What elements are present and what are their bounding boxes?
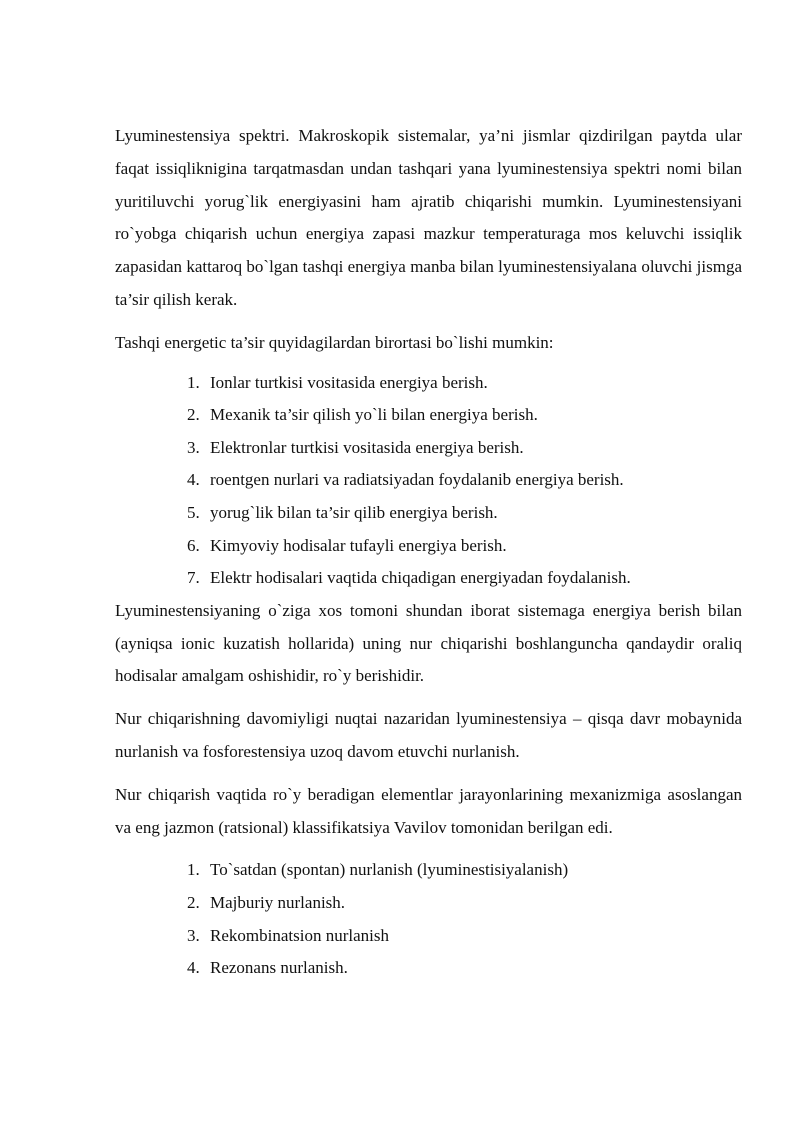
energy-sources-list	[187, 367, 742, 595]
list-item	[187, 399, 742, 432]
list-item-text: Kimyoviy hodisalar tufayli energiya berish.	[210, 535, 507, 555]
list-item	[187, 367, 742, 400]
list-item-text: Mexanik ta’sir qilish yo`li bilan energiya berish.	[210, 405, 538, 425]
paragraph-vavilov-classification: Nur chiqarish vaqtida ro`y beradigan elementlar jarayonlarining mexanizmiga asoslangan va eng jazmon (ratsional) klassifikatsiya Vavilov tomonidan berilgan edi.	[115, 784, 742, 837]
paragraph-duration: Nur chiqarishning davomiyligi nuqtai nazaridan lyuminestensiya – qisqa davr mobaynida nurlanish va fosforestensiya uzoq davom etuvchi nurlanish.	[115, 709, 742, 761]
list-item-text: yorug`lik bilan ta’sir qilib energiya berish.	[210, 502, 498, 522]
list-item-number: 2.	[187, 405, 200, 425]
list-item	[187, 562, 742, 595]
list-item-number: 3.	[187, 437, 200, 457]
list-item-number: 2.	[187, 892, 200, 912]
paragraph-luminescence-feature: Lyuminestensiyaning o`ziga xos tomoni shundan iborat sistemaga energiya berish bilan (ayniqsa ionic kuzatish hollarida) uning nur chiqarishi boshlanguncha qandaydir oraliq hodisalar amalgam oshishidir, ro`y berishidir.	[115, 600, 742, 686]
list-item-text: Elektr hodisalari vaqtida chiqadigan energiyadan foydalanish.	[210, 568, 631, 588]
list-item-number: 5.	[187, 502, 200, 522]
document-page	[115, 120, 742, 985]
list-item-text: Rekombinatsion nurlanish	[210, 925, 389, 945]
list-item-number: 7.	[187, 568, 200, 588]
list-item-number: 4.	[187, 470, 200, 490]
list-item-number: 1.	[187, 372, 200, 392]
list-item-text: Rezonans nurlanish.	[210, 958, 348, 978]
paragraph-external-influence: Tashqi energetic ta’sir quyidagilardan birortasi bo`lishi mumkin:	[115, 332, 554, 352]
radiation-types-list	[187, 854, 742, 984]
list-item	[187, 530, 742, 563]
list-item-text: Elektronlar turtkisi vositasida energiya berish.	[210, 437, 524, 457]
list-item-text: Ionlar turtkisi vositasida energiya berish.	[210, 372, 488, 392]
list-item	[187, 464, 742, 497]
list-item-text: To`satdan (spontan) nurlanish (lyuminestisiyalanish)	[210, 860, 569, 880]
list-item	[187, 952, 742, 985]
list-item	[187, 854, 742, 887]
list-item-number: 4.	[187, 958, 200, 978]
list-item	[187, 920, 742, 953]
paragraph-luminescence-intro: Lyuminestensiya spektri. Makroskopik sistemalar, ya’ni jismlar qizdirilgan paytda ular faqat issiqliknigina tarqatmasdan undan tashqari yana lyuminestensiya spektri nomi bilan yuritiluvchi yorug`lik energiyasini ham ajratib chiqarishi mumkin. Lyuminestensiyani ro`yobga chiqarish uchun energiya zapasi mazkur temperaturaga mos keluvchi issiqlik zapasidan kattaroq bo`lgan tashqi energiya manba bilan lyuminestensiyalana oluvchi jismga ta’sir qilish kerak.	[115, 126, 742, 309]
list-item-number: 3.	[187, 925, 200, 945]
list-item-number: 6.	[187, 535, 200, 555]
list-item	[187, 887, 742, 920]
list-item	[187, 432, 742, 465]
list-item-number: 1.	[187, 860, 200, 880]
list-item	[187, 497, 742, 530]
list-item-text: roentgen nurlari va radiatsiyadan foydalanib energiya berish.	[210, 470, 624, 490]
list-item-text: Majburiy nurlanish.	[210, 892, 346, 912]
